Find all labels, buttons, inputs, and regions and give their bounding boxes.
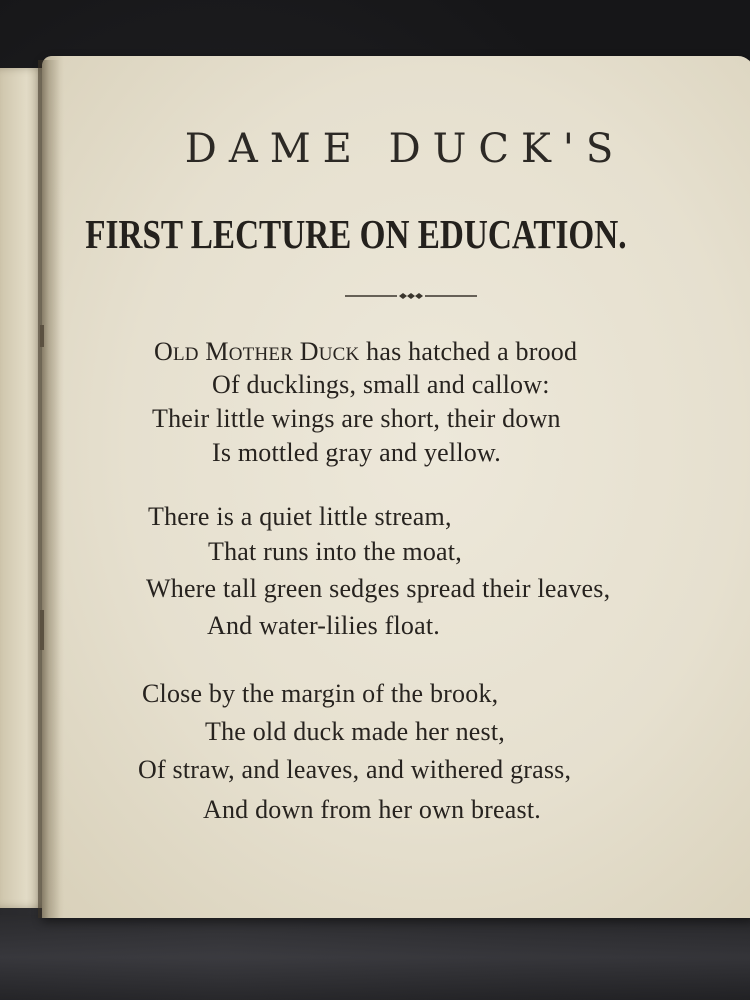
binding-stitch <box>40 610 44 650</box>
poem-line: The old duck made her nest, <box>205 717 505 746</box>
small-caps-initial: M <box>205 337 229 366</box>
poem-line: Of straw, and leaves, and withered grass, <box>138 755 572 784</box>
page-subtitle: FIRST LECTURE ON EDUCATION. <box>85 211 627 257</box>
binding-stitch <box>40 325 44 347</box>
poem-line: Is mottled gray and yellow. <box>212 438 501 467</box>
poem-line: That runs into the moat, <box>208 537 462 566</box>
poem-line: Close by the margin of the brook, <box>142 679 499 708</box>
poem-line: Their little wings are short, their down <box>152 404 561 433</box>
small-caps-text: LD <box>172 344 199 365</box>
rule-ornament-icon <box>345 286 477 306</box>
page-title: DAME DUCK'S <box>184 126 626 172</box>
small-caps-initial: D <box>299 337 319 366</box>
poem-line: There is a quiet little stream, <box>148 502 452 531</box>
small-caps-text: OTHER <box>228 344 294 365</box>
poem-line: And water-lilies float. <box>207 611 440 640</box>
poem-line <box>154 337 577 367</box>
desk-surface <box>0 915 750 1000</box>
poem-line-rest: has hatched a brood <box>359 337 578 366</box>
poem-line: Of ducklings, small and callow: <box>212 370 550 399</box>
poem-line: Where tall green sedges spread their leaves, <box>146 574 611 603</box>
small-caps-initial: O <box>154 337 173 366</box>
poem-line: And down from her own breast. <box>203 795 541 824</box>
small-caps-text: UCK <box>318 344 360 365</box>
book-spine <box>38 60 60 918</box>
book-page <box>42 56 750 918</box>
